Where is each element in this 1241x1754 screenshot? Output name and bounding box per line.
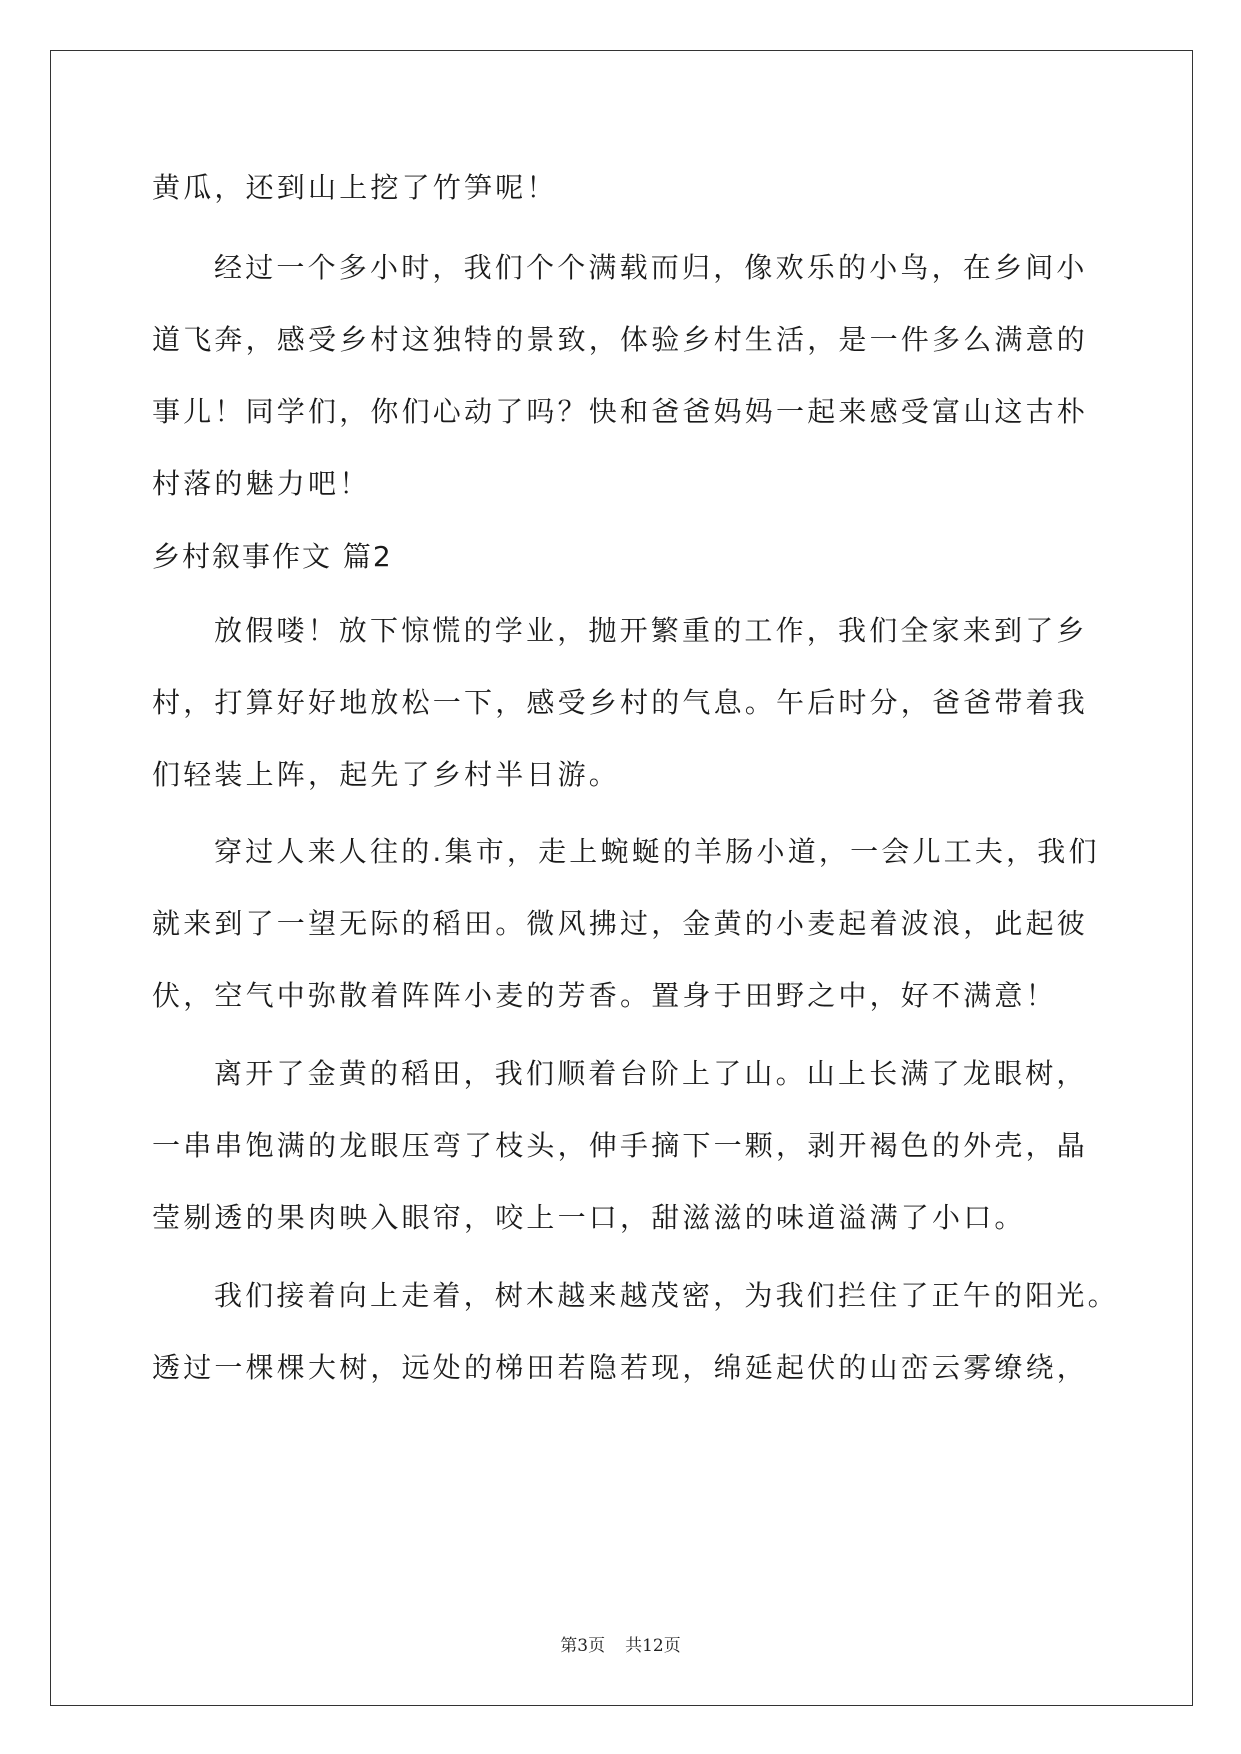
text-line: 伏，空气中弥散着阵阵小麦的芳香。置身于田野之中，好不满意！ xyxy=(152,979,1057,1012)
section-heading: 乡村叙事作文 篇2 xyxy=(152,540,393,573)
paragraph-first-line: 我们接着向上走着，树木越来越茂密，为我们拦住了正午的阳光。 xyxy=(214,1279,1119,1312)
text-line: 村，打算好好地放松一下，感受乡村的气息。午后时分，爸爸带着我 xyxy=(152,686,1089,719)
text-line: 道飞奔，感受乡村这独特的景致，体验乡村生活，是一件多么满意的 xyxy=(152,323,1089,356)
page-border xyxy=(50,50,1193,1706)
paragraph-first-line: 穿过人来人往的.集市，走上蜿蜒的羊肠小道，一会儿工夫，我们 xyxy=(214,835,1100,868)
paragraph-first-line: 经过一个多小时，我们个个满载而归，像欢乐的小鸟，在乡间小 xyxy=(214,251,1088,284)
text-line: 事儿！同学们，你们心动了吗？快和爸爸妈妈一起来感受富山这古朴 xyxy=(152,395,1089,428)
text-line: 莹剔透的果肉映入眼帘，咬上一口，甜滋滋的味道溢满了小口。 xyxy=(152,1201,1026,1234)
text-line: 们轻装上阵，起先了乡村半日游。 xyxy=(152,758,621,791)
paragraph-first-line: 离开了金黄的稻田，我们顺着台阶上了山。山上长满了龙眼树， xyxy=(214,1057,1088,1090)
text-line: 村落的魅力吧！ xyxy=(152,467,371,500)
paragraph-first-line: 放假喽！放下惊慌的学业，抛开繁重的工作，我们全家来到了乡 xyxy=(214,614,1088,647)
text-line: 透过一棵棵大树，远处的梯田若隐若现，绵延起伏的山峦云雾缭绕， xyxy=(152,1351,1089,1384)
page-total: 共12页 xyxy=(625,1636,681,1656)
text-line: 就来到了一望无际的稻田。微风拂过，金黄的小麦起着波浪，此起彼 xyxy=(152,907,1089,940)
text-line: 黄瓜，还到山上挖了竹笋呢！ xyxy=(152,171,558,204)
page-footer xyxy=(0,1634,1241,1658)
text-line: 一串串饱满的龙眼压弯了枝头，伸手摘下一颗，剥开褐色的外壳，晶 xyxy=(152,1129,1089,1162)
page-number: 第3页 xyxy=(560,1636,606,1656)
